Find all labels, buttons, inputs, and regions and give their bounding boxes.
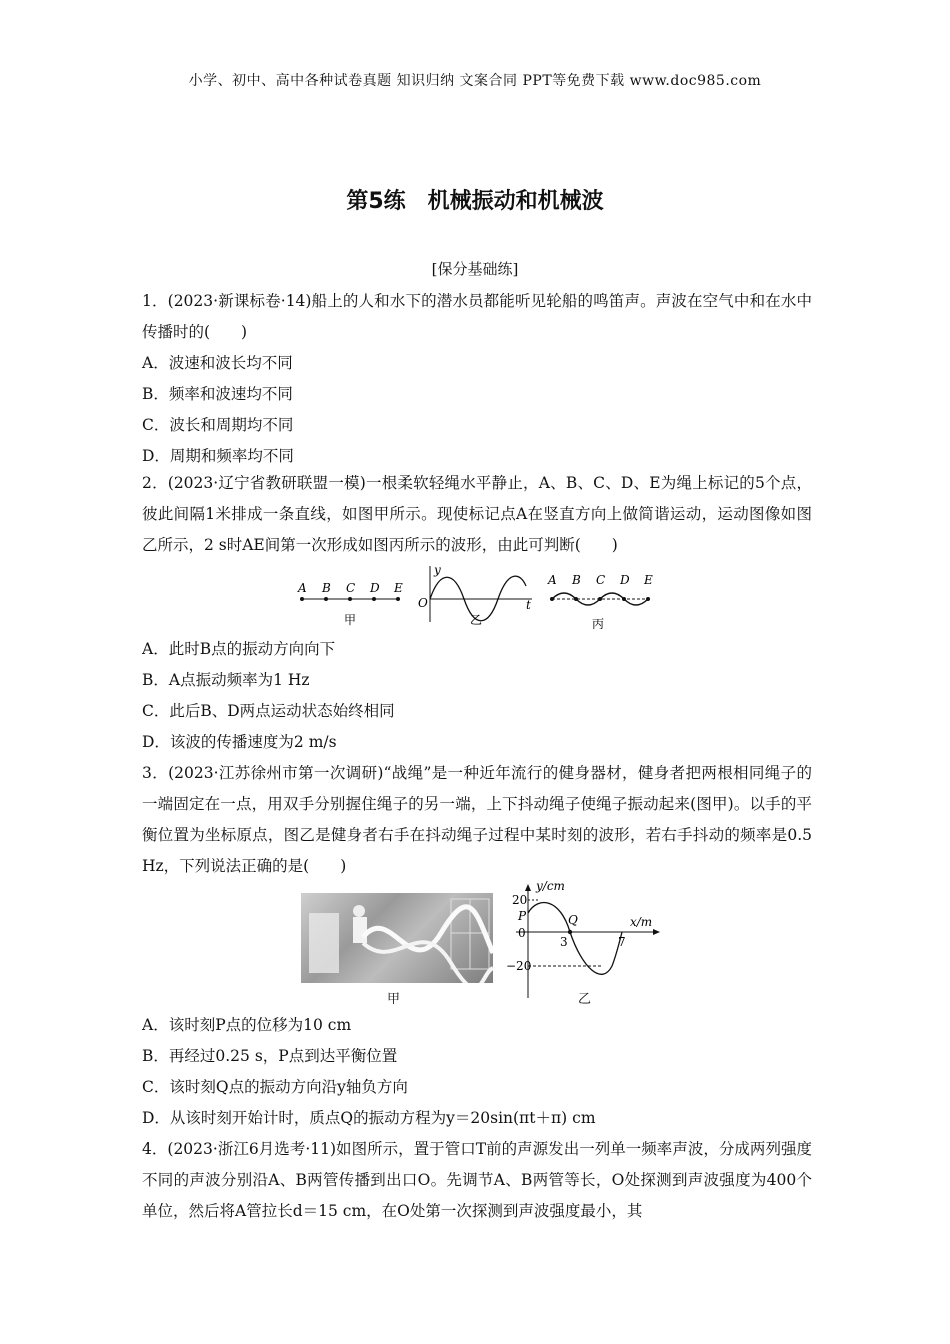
q1-option-c: C．波长和周期均不同 [142,416,294,434]
q3-yi-caption: 乙 [578,992,592,1007]
q3-y-label: y/cm [536,880,565,893]
page-title: 第5练 机械振动和机械波 [346,189,604,214]
question-4 [142,1134,812,1227]
question-3-options [142,1010,812,1134]
jia-point-c: C [346,581,356,595]
bing-point-b: B [572,573,581,587]
jia-point-b: B [322,581,331,595]
bing-point-e: E [644,573,653,587]
yi-origin-label: O [418,596,428,610]
battle-rope-photo [301,893,493,983]
q3-option-c: C．该时刻Q点的振动方向沿y轴负方向 [142,1078,408,1096]
question-2-options [142,634,812,758]
q3-point-p: P [518,909,527,923]
q2-figures [290,562,670,634]
page-header: 小学、初中、高中各种试卷真题 知识归纳 文案合同 PPT等免费下载 www.doc985.com [188,73,762,89]
question-1 [142,286,812,472]
question-1-stem: 1．(2023·新课标卷·14)船上的人和水下的潜水员都能听见轮船的鸣笛声。声波在空气中和在水中传播时的( ) [142,292,812,341]
bing-point-c: C [596,573,606,587]
q3-tick-20: 20 [512,893,528,907]
q2-option-a: A．此时B点的振动方向向下 [142,640,336,658]
q3-option-b: B．再经过0.25 s，P点到达平衡位置 [142,1047,398,1065]
yi-caption: 乙 [470,613,483,627]
q3-wave-graph [506,880,666,1000]
q3-point-q: Q [568,913,578,927]
q3-tick-minus-20: −20 [506,959,532,973]
q3-x-label: x/m [630,915,653,929]
figure-yi [418,563,532,627]
q3-tick-0: 0 [518,926,526,940]
q3-option-a: A．该时刻P点的位移为10 cm [142,1016,352,1034]
bing-point-d: D [620,573,630,587]
q1-option-b: B．频率和波速均不同 [142,385,293,403]
jia-point-e: E [394,581,403,595]
question-3-stem: 3．(2023·江苏徐州市第一次调研)“战绳”是一种近年流行的健身器材，健身者把两根相同绳子的一端固定在一点，用双手分别握住绳子的另一端，上下抖动绳子使绳子振动起来(图甲)。以手的平衡位置为坐标原点，图乙是健身者右手在抖动绳子过程中某时刻的波形，若右手抖动的频率是0.5 Hz，下列说法正确的是( ) [142,764,812,875]
question-3 [142,758,812,882]
jia-point-a: A [298,581,307,595]
jia-caption: 甲 [344,613,357,627]
question-4-stem: 4．(2023·浙江6月选考·11)如图所示，置于管口T前的声源发出一列单一频率声波，分成两列强度不同的声波分别沿A、B两管传播到出口O。先调节A、B两管等长，O处探测到声波强度为400个单位，然后将A管拉长d＝15 cm，在O处第一次探测到声波强度最小，其 [142,1140,812,1220]
q2-option-c: C．此后B、D两点运动状态始终相同 [142,702,395,720]
q2-option-b: B．A点振动频率为1 Hz [142,671,310,689]
section-label: [保分基础练] [431,260,519,278]
figure-bing [547,573,653,631]
q2-option-d: D．该波的传播速度为2 m/s [142,733,337,751]
q3-tick-3: 3 [560,935,568,949]
yi-t-label: t [526,598,531,612]
question-2 [142,468,812,561]
q3-tick-7: 7 [618,935,626,949]
bing-point-a: A [548,573,557,587]
yi-y-label: y [434,563,441,577]
battle-rope-drawing [301,893,493,983]
q1-option-d: D．周期和频率均不同 [142,447,294,465]
q3-option-d: D．从该时刻开始计时，质点Q的振动方程为y＝20sin(πt＋π) cm [142,1109,596,1127]
question-2-stem: 2．(2023·辽宁省教研联盟一模)一根柔软轻绳水平静止，A、B、C、D、E为绳上标记的5个点，彼此间隔1米排成一条直线，如图甲所示。现使标记点A在竖直方向上做简谐运动，运动图像如图乙所示，2 s时AE间第一次形成如图丙所示的波形，由此可判断( ) [142,474,812,554]
q1-option-a: A．波速和波长均不同 [142,354,293,372]
figure-jia [297,581,403,627]
q3-jia-caption: 甲 [387,992,401,1007]
bing-caption: 丙 [592,617,605,631]
jia-point-d: D [370,581,380,595]
